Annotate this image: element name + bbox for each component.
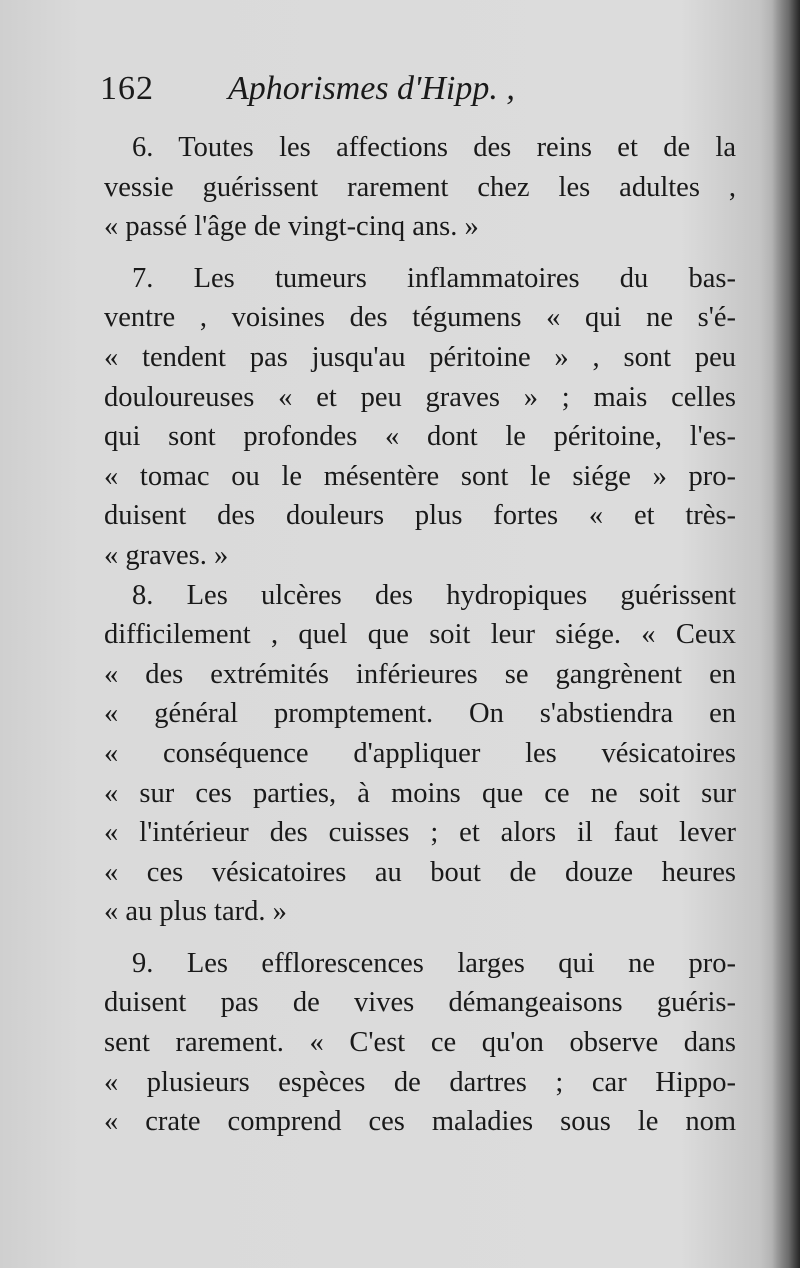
aphorism-8 <box>104 576 736 932</box>
text-line: 6. Toutes les affections des reins et de la <box>132 132 736 163</box>
text-line: vessie guérissent rarement chez les adultes , <box>104 171 736 203</box>
text-line: duisent des douleurs plus fortes « et très- <box>104 500 736 532</box>
aphorism-9 <box>104 944 736 1142</box>
aphorism-7 <box>104 259 736 576</box>
text-line: « ces vésicatoires au bout de douze heures <box>104 856 736 888</box>
text-line: « au plus tard. » <box>104 896 287 928</box>
page-gutter-shadow <box>772 0 800 1268</box>
text-line: qui sont profondes « dont le péritoine, l'es- <box>104 421 736 453</box>
text-line: « des extrémités inférieures se gangrènent en <box>104 658 736 690</box>
text-line: « plusieurs espèces de dartres ; car Hippo- <box>104 1066 736 1098</box>
text-line: « tomac ou le mésentère sont le siége » pro- <box>104 460 736 492</box>
text-line: difficilement , quel que soit leur siége. « Ceux <box>104 619 736 651</box>
text-line: douloureuses « et peu graves » ; mais celles <box>104 381 736 413</box>
running-title: Aphorismes d'Hipp. , <box>228 70 515 107</box>
text-line: 7. Les tumeurs inflammatoires du bas- <box>132 262 736 294</box>
text-line: duisent pas de vives démangeaisons guéris- <box>104 987 736 1019</box>
text-line: « conséquence d'appliquer les vésicatoires <box>104 737 736 769</box>
page-number: 162 <box>100 70 154 107</box>
text-line: « crate comprend ces maladies sous le nom <box>104 1106 736 1138</box>
text-line: « sur ces parties, à moins que ce ne soit sur <box>104 777 736 809</box>
body-text <box>104 128 736 1142</box>
text-line: « graves. » <box>104 539 229 571</box>
text-line: « passé l'âge de vingt-cinq ans. » <box>104 211 479 243</box>
page-header <box>100 70 740 116</box>
text-line: « l'intérieur des cuisses ; et alors il faut lever <box>104 817 736 849</box>
text-line: 8. Les ulcères des hydropiques guérissent <box>132 579 736 611</box>
aphorism-6 <box>104 128 736 247</box>
text-line: ventre , voisines des tégumens « qui ne s'é- <box>104 302 736 334</box>
text-line: « général promptement. On s'abstiendra en <box>104 698 736 730</box>
text-line: « tendent pas jusqu'au péritoine » , sont peu <box>104 341 736 373</box>
text-line: 9. Les efflorescences larges qui ne pro- <box>132 947 736 979</box>
text-line: sent rarement. « C'est ce qu'on observe dans <box>104 1027 736 1059</box>
